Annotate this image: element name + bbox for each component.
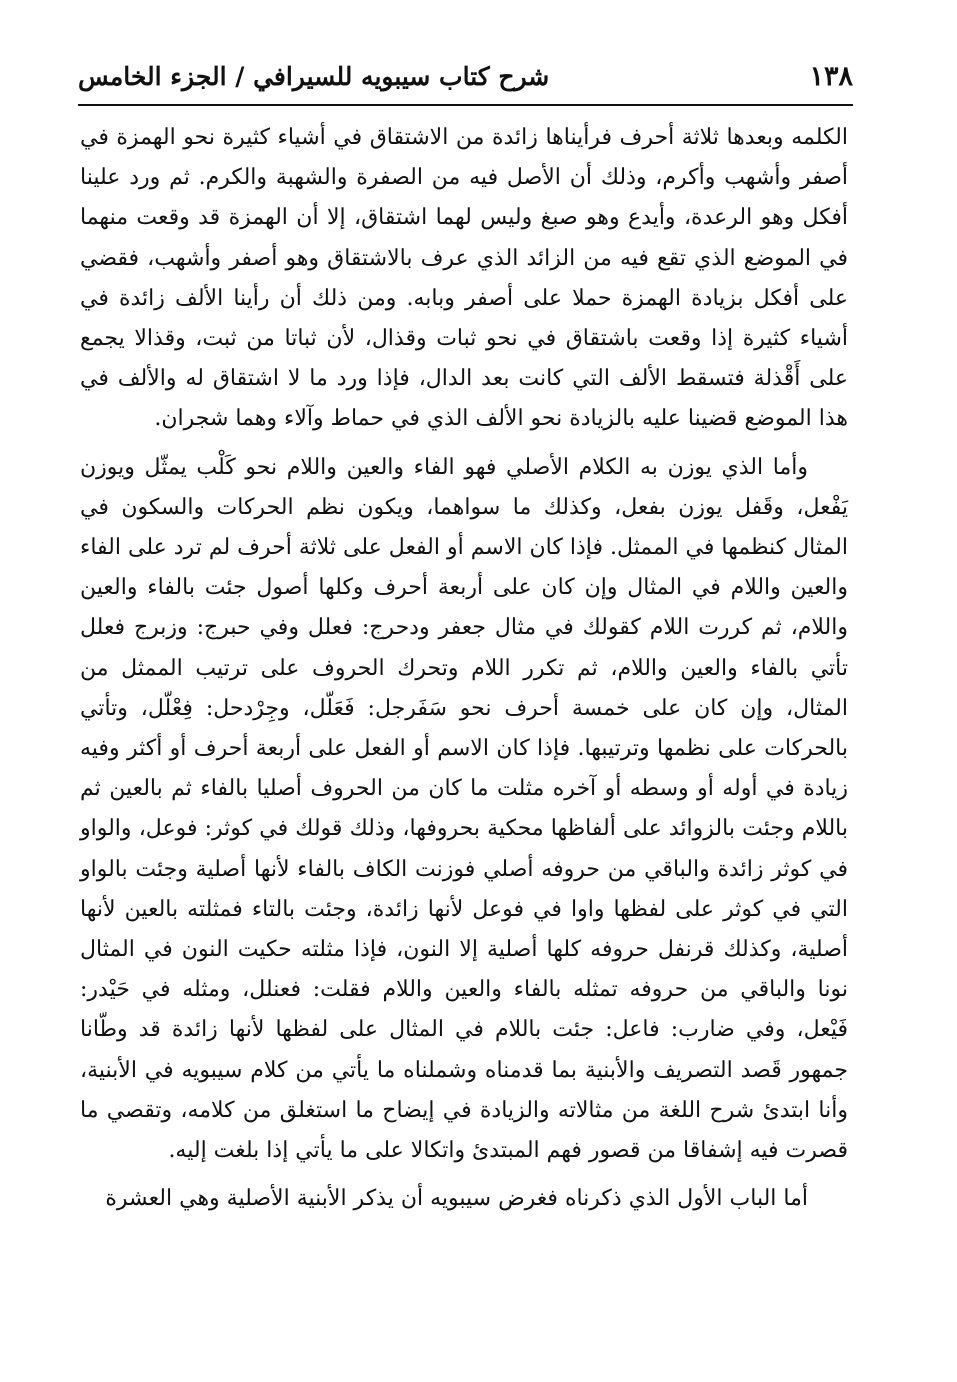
page-number: ١٣٨: [809, 61, 853, 92]
paragraph-1: الكلمه وبعدها ثلاثة أحرف فرأيناها زائدة من الاشتقاق في أشياء كثيرة نحو الهمزة في أصفر وأشهب وأكرم، وذلك أن الأصل فيه من الصفرة والشهبة والكرم. ثم ورد علينا أفكل وهو الرعدة، وأيدع وهو صبغ وليس لهما اشتقاق، إلا أن الهمزة قد وقعت منهما في الموضع الذي تقع فيه من الزائد الذي عرف بالاشتقاق وهو أصفر وأشهب، فقضي على أفكل بزيادة الهمزة حملا على أصفر وبابه. ومن ذلك أن رأينا الألف زائدة في أشياء كثيرة إذا وقعت باشتقاق في نحو ثبات وقذال، لأن ثباتا من ثبت، وقذالا يجمع على أَقْذلة فتسقط الألف التي كانت بعد الدال، فإذا ورد ما لا اشتقاق له والألف في هذا الموضع قضينا عليه بالزيادة نحو الألف الذي في حماط وآلاء وهما شجران.: [80, 125, 848, 432]
paragraph-2: وأما الذي يوزن به الكلام الأصلي فهو الفاء والعين واللام نحو كَلْب يمثّل ويوزن يَفْعل، وقَفل يوزن بفعل، وكذلك ما سواهما، ويكون نظم الحركات والسكون في المثال كنظمها في الممثل. فإذا كان الاسم أو الفعل على ثلاثة أحرف لم ترد على الفاء والعين واللام في المثال وإن كان على أربعة أحرف وكلها أصول جئت بالفاء والعين واللام، ثم كررت اللام كقولك في مثال جعفر ودحرج: فعلل وفي حبرج: وزبرج فعلل تأتي بالفاء والعين واللام، ثم تكرر اللام وتحرك الحروف على ترتيب الممثل من المثال، وإن كان على خمسة أحرف نحو سَفَرجل: فَعَلّل، وجِرْدحل: فِعْلّل، وتأتي بالحركات على نظمها وترتيبها. فإذا كان الاسم أو الفعل على أربعة أحرف أو أكثر وفيه زيادة في أوله أو وسطه أو آخره مثلت ما كان من الحروف أصليا بالفاء ثم بالعين ثم باللام وجئت بالزوائد على ألفاظها محكية بحروفها، وذلك قولك في كوثر: فوعل، والواو في كوثر زائدة والباقي من حروفه أصلي فوزنت الكاف بالفاء لأنها أصلية وجئت بالواو التي في كوثر على لفظها واوا في فوعل لأنها زائدة، وجئت بالتاء فمثلته بالعين لأنها أصلية، وكذلك قرنفل حروفه كلها أصلية إلا النون، فإذا مثلته حكيت النون في المثال نونا والباقي من حروفه تمثله بالفاء والعين واللام فقلت: فعنلل، ومثله في حَيْدر: فَيْعل، وفي ضارب: فاعل: جئت باللام في المثال على لفظها لأنها زائدة قد وطّانا جمهور قَصد التصريف والأبنية بما قدمناه وشملناه ما يأتي من كلام سيبويه في الأبنية، وأنا ابتدئ شرح اللغة من مثالاته والزيادة في إيضاح ما استغلق من كلامه، وتقصي ما قصرت فيه إشفاقا من قصور فهم المبتدئ واتكالا على ما يأتي إذا بلغت إليه.: [80, 454, 848, 1164]
body-text: [80, 118, 848, 1219]
running-title: شرح كتاب سيبويه للسيرافي / الجزء الخامس: [78, 62, 550, 91]
paragraph-3: أما الباب الأول الذي ذكرناه فغرض سيبويه أن يذكر الأبنية الأصلية وهي العشرة: [105, 1186, 808, 1212]
page-header: [78, 58, 853, 102]
header-divider: [78, 104, 853, 106]
